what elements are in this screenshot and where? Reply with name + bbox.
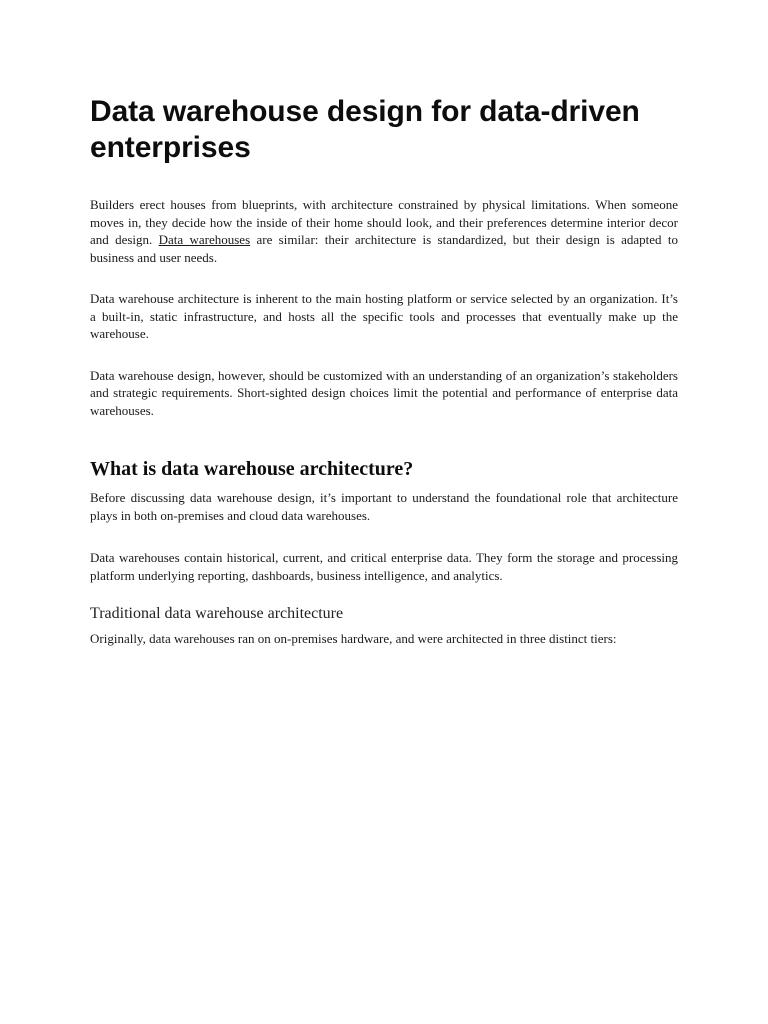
section-heading-architecture: What is data warehouse architecture? xyxy=(90,458,414,480)
page-title: Data warehouse design for data-driven enterprises xyxy=(90,95,640,164)
subsection-heading-traditional: Traditional data warehouse architecture xyxy=(90,605,344,622)
intro-paragraph-2: Data warehouse architecture is inherent to the main hosting platform or service selected by an organization. It’s a built-in, static infrastructure, and hosts all the specific tools and processes that eventually make up the warehouse. xyxy=(90,291,678,341)
document-page xyxy=(90,94,678,648)
intro-paragraph-3: Data warehouse design, however, should be customized with an understanding of an organization’s stakeholders and strategic requirements. Short-sighted design choices limit the potential and performance of enterprise data warehouses. xyxy=(90,367,678,418)
subsection-paragraph-1: Originally, data warehouses ran on on-premises hardware, and were architected in three distinct tiers: xyxy=(90,631,617,646)
intro-paragraph-1 xyxy=(90,196,678,266)
section-paragraph-1: Before discussing data warehouse design, it’s important to understand the foundational role that architecture plays in both on-premises and cloud data warehouses. xyxy=(90,490,678,523)
data-warehouses-link[interactable]: Data warehouses xyxy=(158,232,251,247)
section-paragraph-2: Data warehouses contain historical, current, and critical enterprise data. They form the storage and processing platform underlying reporting, dashboards, business intelligence, and analytics. xyxy=(90,550,678,583)
intro-paragraph-1-text-b: are similar: their architecture is standardized, but their design is adapted to business and user needs. xyxy=(90,232,678,265)
intro-paragraph-1-text-a: Builders erect houses from blueprints, with architecture constrained by physical limitations. When someone moves in, they decide how the inside of their home should look, and their preferences determine interior decor and design. xyxy=(90,197,678,247)
